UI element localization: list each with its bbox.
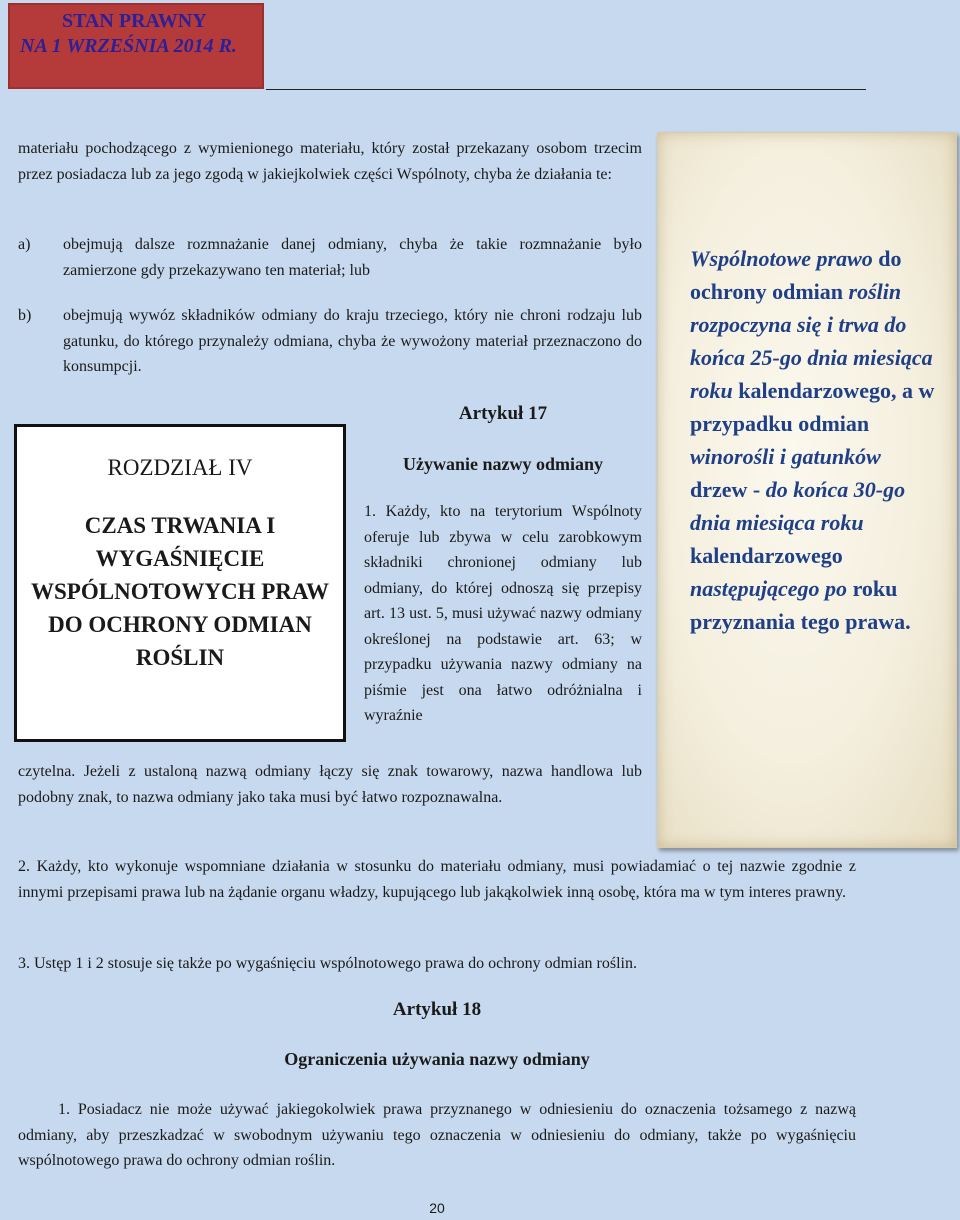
- side-note-segment: roku przyznania tego prawa.: [690, 576, 911, 634]
- side-note-segment: drzew -: [690, 477, 766, 502]
- item-a-text: obejmują dalsze rozmnażanie danej odmiany, chyba że takie rozmnażanie było zamierzone gdy przekazywano ten materiał; lub: [63, 236, 642, 279]
- side-note-segment: kalendarzowego: [690, 543, 843, 568]
- side-note-segment: kalendarzowego, a w przypadku odmian: [690, 378, 935, 436]
- article-17-para-1: 1. Każdy, kto na terytorium Wspólnoty oferuje lub zbywa w celu zarobkowym składniki chronionej odmiany lub odmiany, do której odnoszą się przepisy art. 13 ust. 5, musi używać nazwy odmiany określonej na podstawie art. 63; w przypadku używania nazwy odmiany na piśmie jest ona łatwo odróżnialna i wyraźnie: [364, 503, 642, 724]
- side-note-segment: do ochrony odmian: [690, 246, 902, 304]
- article-17-para-3: 3. Ustęp 1 i 2 stosuje się także po wygaśnięciu wspólnotowego prawa do ochrony odmian roślin.: [18, 955, 637, 972]
- article-17-title: Artykuł 17: [458, 403, 548, 424]
- article-18-title: Artykuł 18: [392, 999, 482, 1020]
- header-rule: [266, 89, 866, 90]
- intro-paragraph: materiału pochodzącego z wymienionego materiału, który został przekazany osobom trzecim przez posiadacza lub za jego zgodą w jakiejkolwiek części Wspólnoty, chyba że działania te:: [18, 140, 642, 183]
- side-note-segment: następującego po: [690, 576, 853, 601]
- item-b-text: obejmują wywóz składników odmiany do kraju trzeciego, który nie chroni rodzaju lub gatunku, do którego przynależy odmiana, chyba że wywożony materiał przeznaczono do konsumpcji.: [63, 307, 642, 375]
- side-note-segment: roślin rozpoczyna się i trwa do końca 25-go dnia miesiąca roku: [690, 279, 933, 403]
- status-line-2: NA 1 WRZEŚNIA 2014 R.: [20, 35, 237, 57]
- article-17-para-1-continued: czytelna. Jeżeli z ustaloną nazwą odmiany łączy się znak towarowy, nazwa handlowa lub podobny znak, to nazwa odmiany jako taka musi być łatwo rozpoznawalna.: [18, 763, 642, 806]
- page-number: 20: [429, 1200, 445, 1216]
- article-17-subtitle: Używanie nazwy odmiany: [402, 454, 603, 474]
- article-17-para-2: 2. Każdy, kto wykonuje wspomniane działania w stosunku do materiału odmiany, musi powiadamiać o tej nazwie zgodnie z innymi przepisami prawa lub na żądanie organu władzy, kupującego lub jakąkolwiek inną osobę, która ma w tym interes prawny.: [18, 858, 856, 901]
- chapter-subtitle: CZAS TRWANIA I WYGAŚNIĘCIE WSPÓLNOTOWYCH PRAW DO OCHRONY ODMIAN ROŚLIN: [31, 513, 329, 670]
- side-note-text: [690, 242, 940, 638]
- item-b-marker: b): [18, 307, 32, 324]
- item-a-marker: a): [18, 236, 31, 253]
- chapter-title: ROZDZIAŁ IV: [107, 455, 253, 480]
- side-note-segment: do końca 30-go dnia miesiąca roku: [690, 477, 906, 535]
- side-note-segment: Wspólnotowe prawo: [690, 246, 879, 271]
- side-note-segment: winorośli i gatunków: [690, 444, 881, 469]
- article-18-subtitle: Ograniczenia używania nazwy odmiany: [284, 1049, 590, 1069]
- article-18-para-1: 1. Posiadacz nie może używać jakiegokolwiek prawa przyznanego w odniesieniu do oznaczenia tożsamego z nazwą odmiany, aby przeszkadzać w swobodnym używaniu tego oznaczenia w odniesieniu do odmiany, także po wygaśnięciu wspólnotowego prawa do ochrony odmian roślin.: [18, 1101, 856, 1169]
- status-line-1: STAN PRAWNY: [62, 10, 207, 32]
